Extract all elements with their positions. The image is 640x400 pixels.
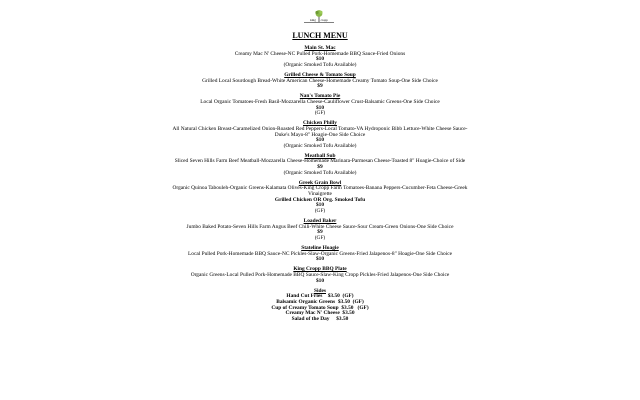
menu-items — [170, 46, 470, 322]
item-description: Creamy Mac N' Cheese-NC Pulled Pork-Homemade BBQ Sauce-Fried Onions — [234, 50, 406, 57]
menu-item — [170, 154, 470, 176]
item-name: Loaded Baker — [303, 218, 337, 224]
side-item: Salad of the Day $3.50 — [291, 315, 349, 322]
item-name: Meatball Sub — [304, 152, 336, 159]
item-description: Sliced Seven Hills Farm Beef Meatball-Mozzarella Cheese-Homemade Marinara-Parmesan Cheese-Toasted 8" Hoagie-Choice of Side — [174, 158, 466, 165]
item-price: $9 — [317, 229, 323, 236]
menu-item — [170, 94, 470, 116]
menu-item — [170, 267, 470, 284]
svg-text:king cropp: king cropp — [310, 18, 328, 23]
side-item: Creamy Mac N' Cheese $3.50 — [285, 310, 355, 317]
item-price: $10 — [315, 56, 325, 63]
item-description: All Natural Chicken Breast-Caramelized Onion-Roasted Red Peppers-Local Tomato-VA Hydroponic Bibb Lettuce-White Cheese Sauce-Duke's Mayo-8" Hoagie-One Side Choice — [172, 125, 468, 138]
king-cropp-logo — [302, 9, 336, 25]
item-price: $9 — [317, 164, 323, 171]
item-note: (GF) — [314, 207, 326, 214]
item-note: (Organic Smoked Tofu Available) — [283, 169, 357, 176]
side-item: Cup of Creamy Tomato Soup $3.50 (GF) — [271, 304, 369, 311]
item-name: Grilled Cheese & Tomato Soup — [284, 71, 356, 78]
item-description: Local Pulled Pork-Homemade BBQ Sauce-NC Pickles-Slaw-Organic Greens-Fried Jalapenos-8" Hoagie-One Side Choice — [187, 250, 453, 257]
item-price: $10 — [315, 277, 325, 284]
sides-heading: Sides — [314, 287, 326, 294]
item-price: $10 — [315, 202, 325, 209]
item-name: Chicken Philly — [303, 120, 337, 127]
menu-item — [170, 246, 470, 263]
menu-item — [170, 46, 470, 68]
item-protein-choice: Grilled Chicken OR Org. Smoked Tofu — [274, 196, 366, 203]
menu-item — [170, 219, 470, 241]
item-name: Nan's Tomato Pie — [299, 93, 341, 100]
item-note: (Organic Smoked Tofu Available) — [283, 142, 357, 149]
side-item: Balsamic Organic Greens $3.50 (GF) — [276, 298, 364, 305]
menu-item — [170, 181, 470, 215]
item-note: (Organic Smoked Tofu Available) — [283, 61, 357, 68]
item-name: King Cropp BBQ Plate — [293, 266, 347, 273]
item-price: $10 — [315, 137, 325, 144]
item-description: Organic Quinoa Tabouleh-Organic Greens-Kalamata Olives-King Cropp Farm Tomatoes-Banana Peppers-Cucumber-Feta Cheese-Greek Vinaigrette — [172, 185, 468, 198]
item-description: Jumbo Baked Potato-Seven Hills Farm Angus Beef Chili-White Cheese Sauce-Sour Cream-Green Onions-One Side Choice — [186, 223, 454, 230]
item-price: $9 — [317, 83, 323, 90]
item-note: (GF) — [314, 110, 326, 117]
item-description: Grilled Local Sourdough Bread-White American Cheese-Homemade Creamy Tomato Soup-One Side Choice — [202, 77, 438, 84]
menu-item — [170, 73, 470, 90]
item-name: Greek Grain Bowl — [298, 179, 342, 186]
item-description: Local Organic Tomatoes-Fresh Basil-Mozzarella Cheese-Cauliflower Crust-Balsamic Greens-One Side Choice — [200, 98, 440, 105]
menu-title: LUNCH MENU — [292, 31, 348, 40]
menu-item — [170, 121, 470, 149]
item-price: $10 — [315, 104, 325, 111]
item-note: (GF) — [314, 234, 326, 241]
item-name: Main St. Mac — [304, 45, 336, 51]
side-item: Hand Cut Fries $3.50 (GF) — [286, 293, 354, 300]
item-name: Stateline Hoagie — [301, 244, 339, 251]
item-price: $10 — [315, 256, 325, 263]
item-description: Organic Greens-Local Pulled Pork-Homemade BBQ Sauce-Slaw-King Cropp Pickles-Fried Jalapenos-One Side Choice — [190, 271, 450, 278]
sides-section — [170, 289, 470, 323]
